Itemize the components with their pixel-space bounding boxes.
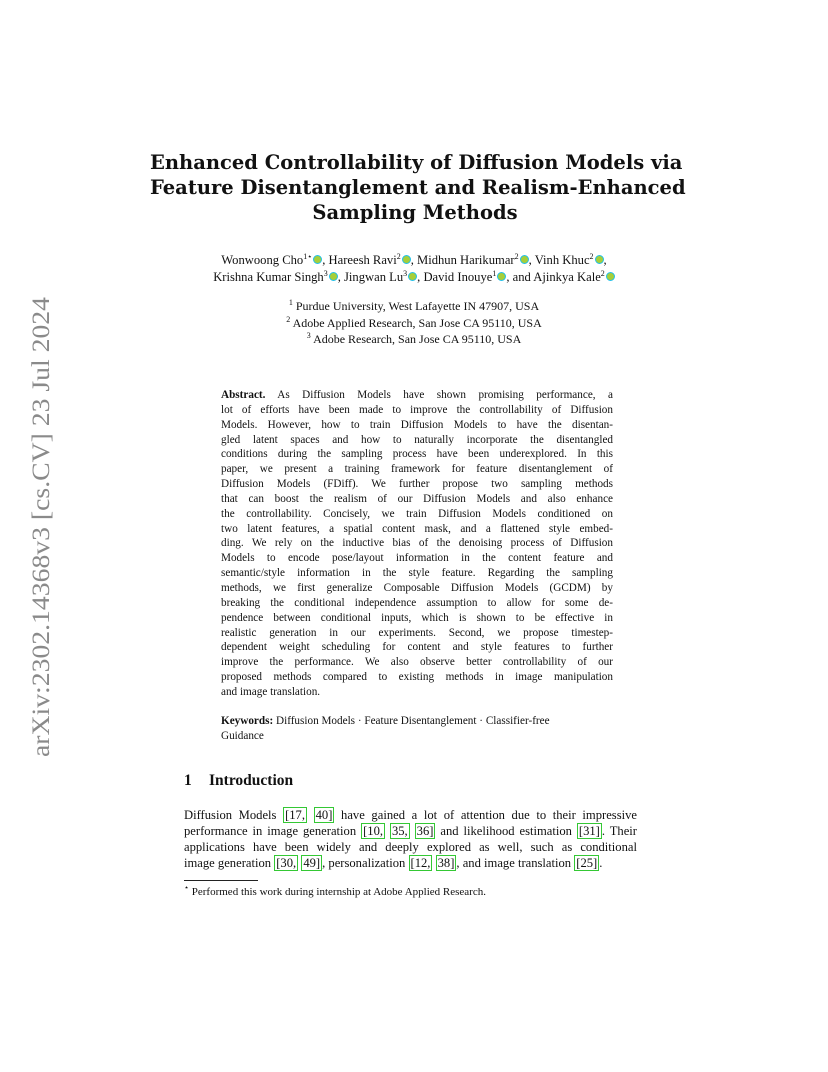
citation-link[interactable]: [30, bbox=[276, 855, 297, 870]
footnote bbox=[184, 883, 486, 898]
author-name: Ajinkya Kale bbox=[533, 270, 601, 284]
keywords bbox=[221, 714, 613, 744]
footnote-mark: ⋆ bbox=[184, 883, 190, 892]
intro-line bbox=[184, 824, 637, 840]
orcid-icon[interactable] bbox=[313, 255, 322, 264]
intro-text: . Their bbox=[601, 823, 637, 838]
affiliation-1 bbox=[200, 298, 628, 315]
author-sup: 2 bbox=[396, 252, 401, 261]
citation-link[interactable]: 38] bbox=[437, 855, 455, 870]
author-line-1 bbox=[160, 252, 668, 269]
orcid-icon[interactable] bbox=[606, 272, 615, 281]
abstract-line: improve the performance. We also observe better controllability of our bbox=[221, 656, 613, 669]
affiliation-text: Adobe Applied Research, San Jose CA 95110, USA bbox=[292, 315, 542, 330]
author-name: Wonwoong Cho bbox=[221, 253, 304, 267]
intro-text: Diffusion Models bbox=[184, 808, 284, 822]
abstract-line: and image translation. bbox=[221, 685, 321, 698]
abstract-line: lot of efforts have been made to improve the controllability of Diffusion bbox=[221, 403, 613, 416]
author-conjunction: , and bbox=[506, 270, 534, 284]
citation-link[interactable]: [10, bbox=[363, 823, 384, 838]
abstract-line bbox=[221, 388, 613, 403]
orcid-icon[interactable] bbox=[402, 255, 411, 264]
author-sup: 1 bbox=[492, 269, 497, 278]
abstract-line: semantic/style information in the style feature. Regarding the sampling bbox=[221, 567, 613, 580]
footnote-text: Performed this work during internship at Adobe Applied Research. bbox=[189, 886, 486, 898]
citation-link[interactable]: 36] bbox=[416, 823, 434, 838]
affiliation-text: Adobe Research, San Jose CA 95110, USA bbox=[313, 332, 522, 346]
abstract-line: that can boost the realism of our Diffusion Models and also enhance bbox=[221, 492, 613, 505]
affiliation-3 bbox=[200, 331, 628, 348]
citation-link[interactable]: [17, bbox=[285, 808, 305, 822]
abstract bbox=[221, 388, 613, 700]
intro-line bbox=[184, 808, 637, 824]
intro-paragraph bbox=[184, 808, 637, 872]
affiliation-num: 2 bbox=[286, 314, 291, 324]
abstract-line: proposed methods compared to existing methods in image manipulation bbox=[221, 671, 613, 684]
citation-link[interactable]: [12, bbox=[410, 855, 431, 870]
citation-link[interactable]: 40] bbox=[315, 808, 333, 822]
affiliation-text: Purdue University, West Lafayette IN 47907, USA bbox=[295, 299, 540, 313]
abstract-line: paper, we present a training framework for feature disentanglement of bbox=[221, 463, 613, 476]
abstract-line: two latent features, a spatial content mask, and a flattened style embed- bbox=[221, 522, 613, 535]
section-title: Introduction bbox=[209, 772, 294, 789]
orcid-icon[interactable] bbox=[497, 272, 506, 281]
abstract-line: Models to encode pose/layout information in the content feature and bbox=[221, 552, 613, 565]
abstract-line: ding. We rely on the inductive bias of the denoising process of Diffusion bbox=[221, 537, 613, 550]
intro-text: , personalization bbox=[322, 855, 409, 870]
author-name: Jingwan Lu bbox=[344, 270, 404, 284]
intro-line bbox=[184, 856, 637, 872]
title-line-2: Feature Disentanglement and Realism-Enhanced bbox=[150, 176, 686, 199]
citation-link[interactable]: [25] bbox=[576, 855, 598, 870]
arxiv-side-stamp bbox=[22, 295, 58, 760]
intro-text: and likelihood estimation bbox=[435, 823, 577, 838]
orcid-icon[interactable] bbox=[329, 272, 338, 281]
intro-line: applications have been widely and deeply explored as well, such as conditional bbox=[184, 839, 637, 854]
intro-text: , and image translation bbox=[456, 855, 575, 870]
citation-link[interactable]: 35, bbox=[391, 823, 408, 838]
author-name: Vinh Khuc bbox=[534, 253, 590, 267]
footnote-rule bbox=[184, 880, 258, 881]
author-sup: 3 bbox=[403, 269, 408, 278]
abstract-line: conditions during the sampling process have been underexplored. In this bbox=[221, 448, 613, 461]
affiliation-num: 1 bbox=[288, 298, 293, 307]
author-name: Hareesh Ravi bbox=[328, 253, 397, 267]
keywords-line: Guidance bbox=[221, 729, 264, 742]
author-separator: , bbox=[603, 253, 607, 267]
affiliation-num: 3 bbox=[306, 331, 311, 340]
section-number: 1 bbox=[184, 772, 192, 789]
author-name: Midhun Harikumar bbox=[417, 253, 515, 267]
author-sup: 2 bbox=[589, 252, 594, 261]
abstract-text: As Diffusion Models have shown promising performance, a bbox=[265, 389, 613, 401]
author-separator: , bbox=[417, 270, 424, 284]
intro-text: . bbox=[599, 855, 603, 870]
abstract-line: realistic generation in our experiments. Second, we propose timestep- bbox=[221, 626, 613, 639]
arxiv-identifier: arXiv:2302.14368v3 [cs.CV] 23 Jul 2024 bbox=[28, 341, 55, 757]
section-heading bbox=[184, 772, 293, 790]
author-separator: , bbox=[528, 253, 535, 267]
orcid-icon[interactable] bbox=[408, 272, 417, 281]
abstract-line: methods, we first generalize Composable Diffusion Models (GCDM) by bbox=[221, 581, 613, 594]
author-line-2 bbox=[160, 269, 668, 286]
author-name: David Inouye bbox=[423, 270, 493, 284]
affiliation-2 bbox=[200, 315, 628, 332]
citation-link[interactable]: [31] bbox=[578, 823, 600, 838]
abstract-label: Abstract. bbox=[221, 389, 266, 401]
affiliations bbox=[200, 298, 628, 348]
abstract-line: gled latent spaces and how to naturally incorporate the disentangled bbox=[221, 433, 613, 446]
abstract-line: dependent weight scheduling for content and style features to further bbox=[221, 641, 613, 654]
intro-text: have gained a lot of attention due to their impressive bbox=[334, 808, 637, 822]
author-list bbox=[160, 252, 668, 286]
author-name: Krishna Kumar Singh bbox=[213, 270, 324, 284]
abstract-line: Models. However, how to train Diffusion Models to have the disentan- bbox=[221, 418, 613, 431]
author-sup: 3 bbox=[323, 269, 328, 278]
author-separator: , bbox=[337, 270, 345, 284]
orcid-icon[interactable] bbox=[595, 255, 604, 264]
intro-text: performance in image generation bbox=[184, 823, 362, 838]
abstract-line: breaking the conditional independence assumption to allow for some de- bbox=[221, 596, 613, 609]
orcid-icon[interactable] bbox=[520, 255, 529, 264]
abstract-line: pendence between conditional inputs, which is shown to be effective in bbox=[221, 611, 613, 624]
citation-link[interactable]: 49] bbox=[303, 855, 321, 870]
author-sup: 1⋆ bbox=[303, 252, 313, 261]
keywords-label: Keywords: bbox=[221, 715, 274, 727]
author-sup: 2 bbox=[514, 252, 519, 261]
author-separator: , bbox=[410, 253, 418, 267]
paper-title bbox=[150, 150, 686, 225]
title-line-3: Sampling Methods bbox=[312, 201, 518, 224]
title-line-1: Enhanced Controllability of Diffusion Models via bbox=[150, 151, 683, 174]
keywords-text: Diffusion Models · Feature Disentanglement · Classifier-free bbox=[273, 715, 550, 727]
author-separator: , bbox=[322, 253, 329, 267]
abstract-line: Diffusion Models (FDiff). We further propose two sampling methods bbox=[221, 478, 613, 491]
author-sup: 2 bbox=[600, 269, 605, 278]
abstract-line: the controllability. Concisely, we train Diffusion Models conditioned on bbox=[221, 507, 613, 520]
keywords-line bbox=[221, 714, 613, 729]
intro-text: image generation bbox=[184, 855, 275, 870]
